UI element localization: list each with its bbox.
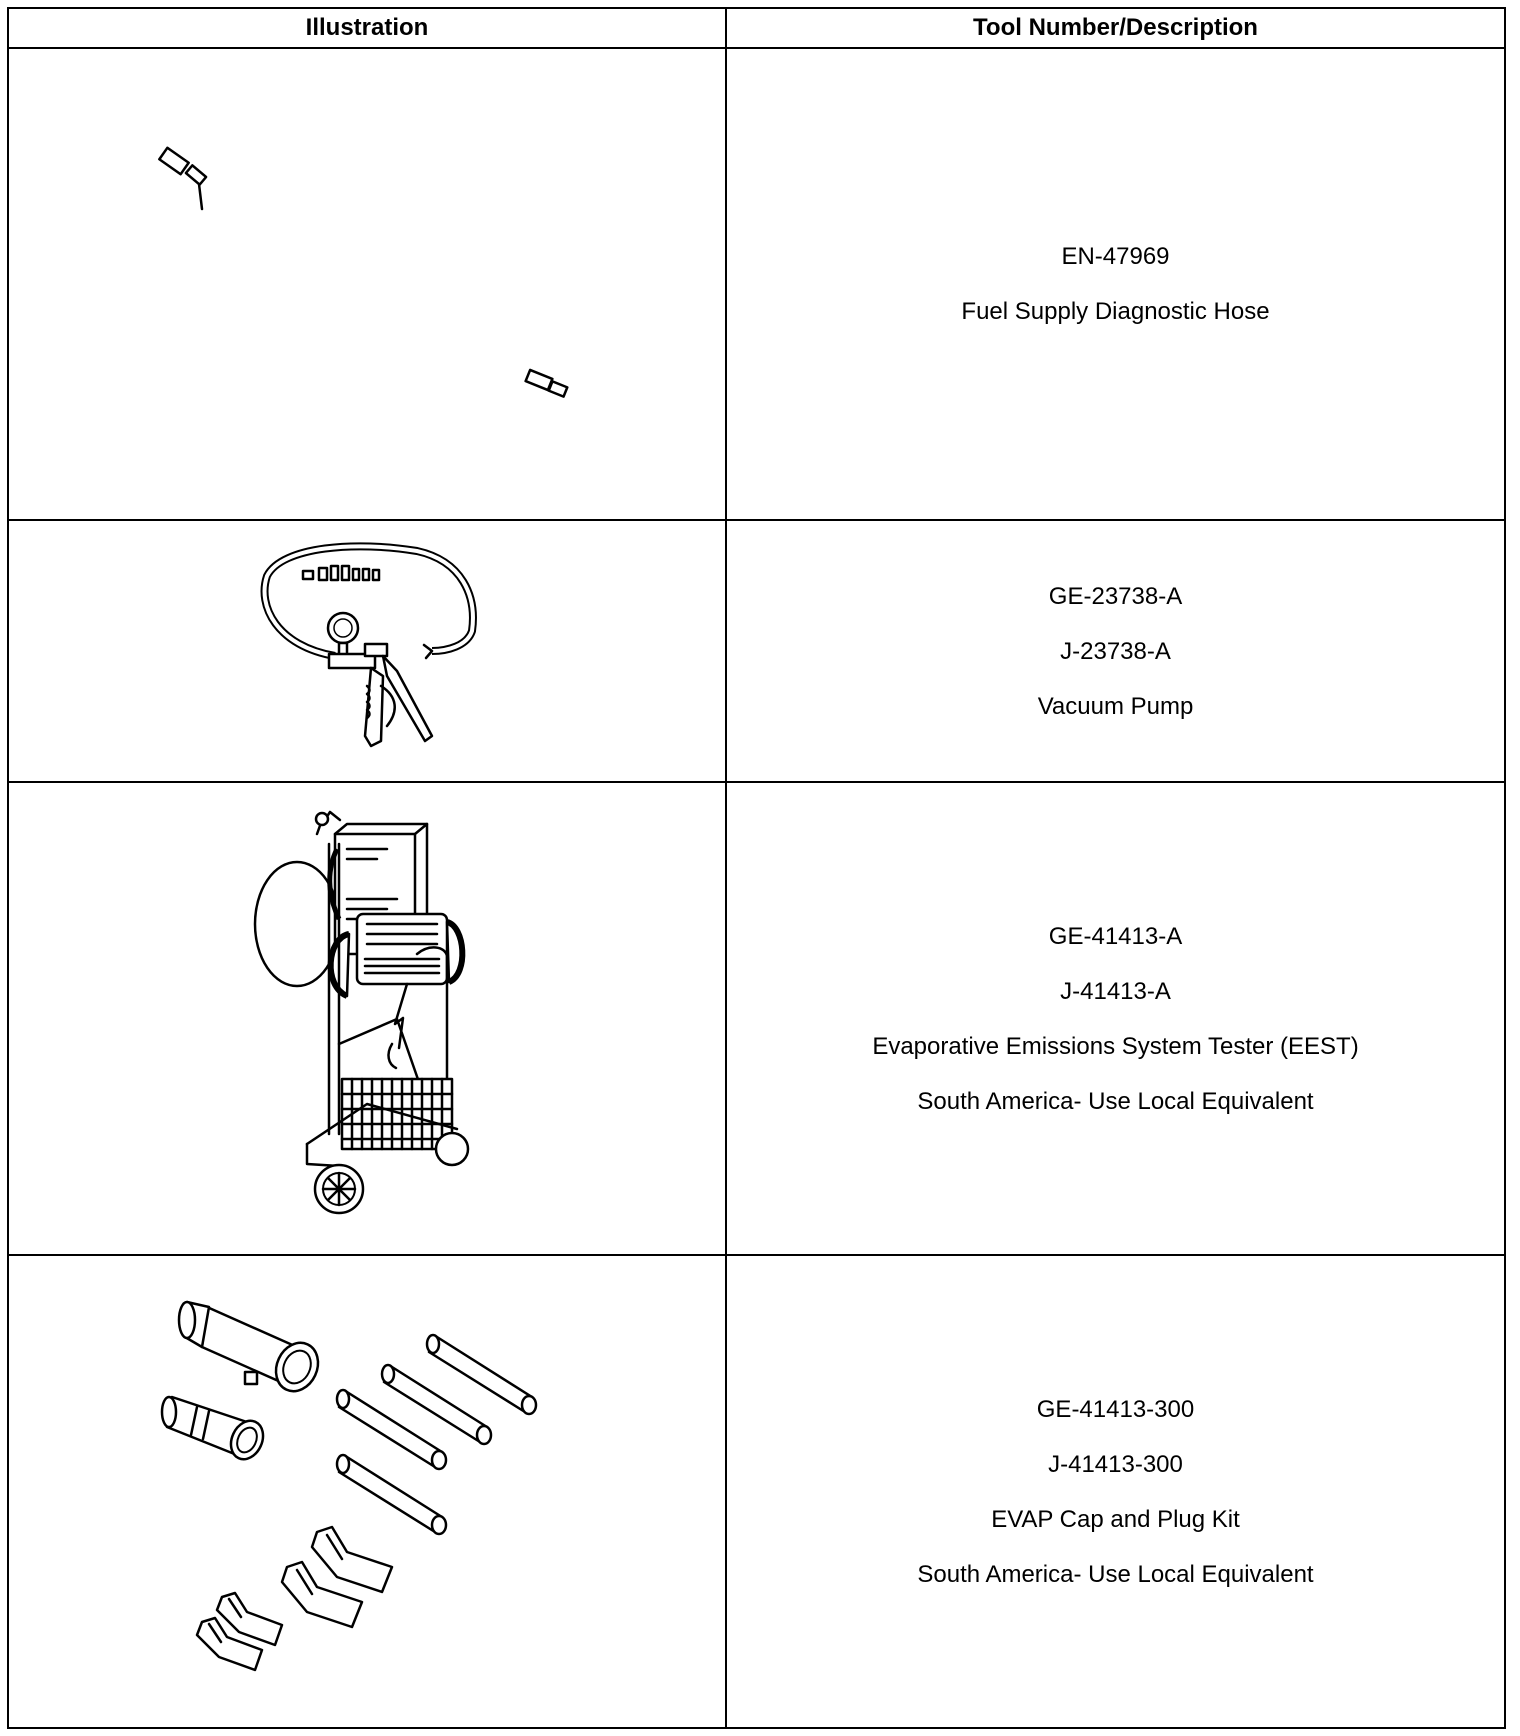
vacuum-pump-icon (247, 536, 487, 766)
tool-number-alt: J-23738-A (1060, 637, 1171, 665)
tool-description: Fuel Supply Diagnostic Hose (961, 298, 1270, 325)
illustration-cell (8, 520, 726, 782)
tool-number: GE-41413-A (1048, 922, 1183, 950)
table-header-row (8, 8, 1505, 48)
description-cell (726, 520, 1505, 782)
table-row (8, 1255, 1505, 1728)
tool-number-alt: J-41413-A (1060, 977, 1171, 1005)
tool-note: South America- Use Local Equivalent (917, 1560, 1314, 1588)
tool-number: EN-47969 (1061, 243, 1170, 270)
cap-plug-kit-icon (147, 1277, 587, 1707)
illustration-cell (8, 48, 726, 520)
description-cell (726, 48, 1505, 520)
table-row (8, 782, 1505, 1255)
tool-number: GE-23738-A (1048, 582, 1183, 610)
tool-description: Evaporative Emissions System Tester (EEST) (872, 1032, 1359, 1060)
illustration-cell (8, 1255, 726, 1728)
header-illustration: Illustration (8, 8, 726, 48)
description-cell (726, 1255, 1505, 1728)
tool-note: South America- Use Local Equivalent (917, 1087, 1314, 1115)
evap-tester-icon (247, 804, 487, 1234)
table-row (8, 48, 1505, 520)
tool-number-alt: J-41413-300 (1048, 1450, 1183, 1478)
description-cell (726, 782, 1505, 1255)
header-tool-description: Tool Number/Description (726, 8, 1505, 48)
tool-description: EVAP Cap and Plug Kit (991, 1505, 1240, 1533)
tool-table (7, 7, 1506, 1729)
illustration-cell (8, 782, 726, 1255)
tool-number: GE-41413-300 (1036, 1395, 1195, 1423)
tool-description: Vacuum Pump (1037, 692, 1194, 720)
fuel-hose-icon (147, 134, 587, 434)
table-row (8, 520, 1505, 782)
